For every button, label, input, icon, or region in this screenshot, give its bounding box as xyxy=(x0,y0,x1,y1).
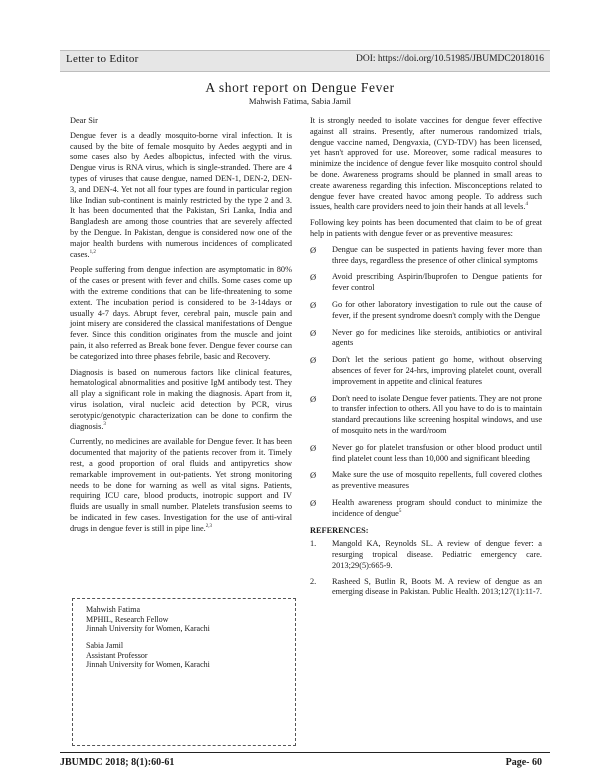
bullet-icon: Ø xyxy=(310,299,317,310)
bullet-icon: Ø xyxy=(310,442,317,453)
reference-item xyxy=(310,539,542,571)
key-point-text: Avoid prescribing Aspirin/Ibuprofen to Dengue patients for fever control xyxy=(332,272,542,293)
citation: 2,3 xyxy=(205,523,212,529)
key-point-item xyxy=(310,470,542,492)
author-affiliations-box xyxy=(72,598,296,746)
key-point-text: Don't need to isolate Dengue fever patients. They are not prone to transfer infection to others. All you have to do is to maintain standard precautions like screening hospital windows, and use of mosquito nets in the ward/room xyxy=(332,393,542,435)
key-point-item xyxy=(310,328,542,350)
citation: 1,2 xyxy=(89,249,96,255)
citation: 3 xyxy=(103,421,106,427)
running-header xyxy=(60,50,550,72)
paragraph xyxy=(70,131,292,261)
author-role: MPHIL, Research Fellow xyxy=(86,614,169,624)
article-title: A short report on Dengue Fever xyxy=(205,80,395,95)
reference-text: Mangold KA, Reynolds SL. A review of dengue fever: a resurging tropical disease. Pediatric emergency care. 2013;29(5):665-9. xyxy=(332,539,542,570)
paragraph xyxy=(70,368,292,433)
key-point-item xyxy=(310,394,542,437)
author-affiliation xyxy=(86,605,210,634)
author-name: Mahwish Fatima xyxy=(86,605,140,614)
citation: 4 xyxy=(525,202,528,208)
section-label: Letter to Editor xyxy=(66,53,139,65)
key-point-item xyxy=(310,498,542,520)
page-number: Page- 60 xyxy=(505,757,542,768)
bullet-icon: Ø xyxy=(310,355,317,366)
bullet-icon: Ø xyxy=(310,327,317,338)
paragraph-text: Diagnosis is based on numerous factors like clinical features, hematological abnormalities and positive IgM antibody test. They all play a significant role in making the diagnosis. Apart from it, virus isolation, viral nucleic acid detection by PCR, virus serotypic/genotypic characterization can be done to confirm the diagnosis. xyxy=(70,367,292,431)
paragraph-text: Currently, no medicines are available for Dengue fever. It has been documented that majority of the patients recover from it. Timely rest, a good proportion of oral fluids and antipyretics show remarkable improvement in out-patients. Yet strong monitoring needs to be done for warning as well as vital signs. Patients, requiring ICU care, blood products, inotropic support and IV fluids are usually in small number. Platelets transfusion seems to be indicated in few cases. Investigation for the use of anti-viral drugs in dengue fever is still in pipe line. xyxy=(70,437,293,533)
references-heading: REFERENCES: xyxy=(310,525,369,535)
reference-item xyxy=(310,577,542,599)
author-institution: Jinnah University for Women, Karachi xyxy=(86,660,210,670)
key-point-text: Go for other laboratory investigation to rule out the cause of fever, if the present syndrome doesn't comply with the Dengue xyxy=(332,299,542,320)
doi-link[interactable]: DOI: https://doi.org/10.51985/JBUMDC2018016 xyxy=(356,54,544,64)
bullet-icon: Ø xyxy=(310,244,317,255)
author-name: Sabia Jamil xyxy=(86,641,124,650)
bullet-icon: Ø xyxy=(310,393,317,404)
journal-citation: JBUMDC 2018; 8(1):60-61 xyxy=(60,757,175,768)
key-point-item xyxy=(310,245,542,267)
author-role: Assistant Professor xyxy=(86,650,148,660)
key-point-text: Make sure the use of mosquito repellents, full covered clothes as preventive measures xyxy=(332,470,542,491)
key-point-item xyxy=(310,300,542,322)
left-column xyxy=(70,116,292,539)
reference-number: 1. xyxy=(310,539,317,549)
key-point-text: Dengue can be suspected in patients having fever more than three days, regardless the presence of other clinical symptoms xyxy=(332,244,542,265)
paragraph xyxy=(310,116,542,213)
right-column xyxy=(310,116,542,603)
key-point-item xyxy=(310,272,542,294)
key-points-list xyxy=(310,245,542,520)
key-point-text: Health awareness program should conduct to minimize the incidence of dengue xyxy=(332,497,542,518)
key-point-text: Never go for medicines like steroids, antibiotics or antiviral agents xyxy=(332,327,542,348)
paragraph: Following key points has been documented that claim to be of great help in patients with dengue fever or as preventive measures: xyxy=(310,218,542,238)
key-point-text: Never go for platelet transfusion or other blood product until find platelet count less than 10,000 and significant bleeding xyxy=(332,442,542,463)
reference-number: 2. xyxy=(310,576,317,586)
paragraph: People suffering from dengue infection are asymptomatic in 80% of the cases or present with fever and chills. Some cases come up with the extreme conditions that can be life-threatening to some extent. The incubation period is considered to be 3-14days or usually 4-7 days. Abrupt fever, cerebral pain, muscle pain and joint misery are considered the classical manifestations of Dengue fever. Since this condition originates from the muscle and joint pain, it also referred as Break bone fever. Dengue fever course can be categorized into three phases febrile, basic and Recovery. xyxy=(70,265,292,361)
paragraph-text: Dengue fever is a deadly mosquito-borne viral infection. It is caused by the bite of female mosquito by Aedes aegypti and in some cases also by Aedes albopictus, infected with the virus. Dengue virus is RNA virus, which is single-stranded. There are 4 types of viruses that cause dengue, named DEN-1, DEN-2, DEN-3, and DEN-4. Yet not all four types are found in particular region like Indian sub-continent is mainly restricted by the type 2 and 3. It has been documented that the Pakistan, Sri Lanka, India and Bangladesh are among those countries that are severely affected by the Dengue. In Pakistan, dengue is considered now one of the major health burdens with numerous incidences of complicated cases. xyxy=(70,130,292,259)
citation: 5 xyxy=(398,508,402,514)
paragraph xyxy=(70,437,292,534)
article-authors: Mahwish Fatima, Sabia Jamil xyxy=(248,96,352,106)
salutation: Dear Sir xyxy=(70,116,98,125)
bullet-icon: Ø xyxy=(310,497,317,508)
key-point-item xyxy=(310,443,542,465)
author-institution: Jinnah University for Women, Karachi xyxy=(86,624,210,634)
key-point-item xyxy=(310,355,542,387)
references-list xyxy=(310,539,542,598)
bullet-icon: Ø xyxy=(310,272,317,283)
key-point-text: Don't let the serious patient go home, without observing absences of fever for 24-hrs, improving platelet count, overall improvement in appetite and clinical features xyxy=(332,355,542,386)
paragraph-text: It is strongly needed to isolate vaccines for dengue fever effective against all strains. Presently, after numerous randomized trials, dengue vaccine named, Dengvaxia, (CYD-TDV) has been licensed, yet hasn't approved for use. Moreover, some radical measures to minimize the incidence of dengue fever like mosquito control should be done. Awareness programs should be planned in small areas to create awareness regarding this infection. Misconceptions related to dengue fever have created havoc among people. To address such issues, health care providers need to join their hands at all levels. xyxy=(310,116,542,212)
author-affiliation xyxy=(86,641,210,670)
reference-text: Rasheed S, Butlin R, Boots M. A review of dengue as an emerging disease in Pakistan. Public Health. 2013;127(1):11-7. xyxy=(332,576,542,597)
footer-divider xyxy=(60,752,550,753)
bullet-icon: Ø xyxy=(310,470,317,481)
